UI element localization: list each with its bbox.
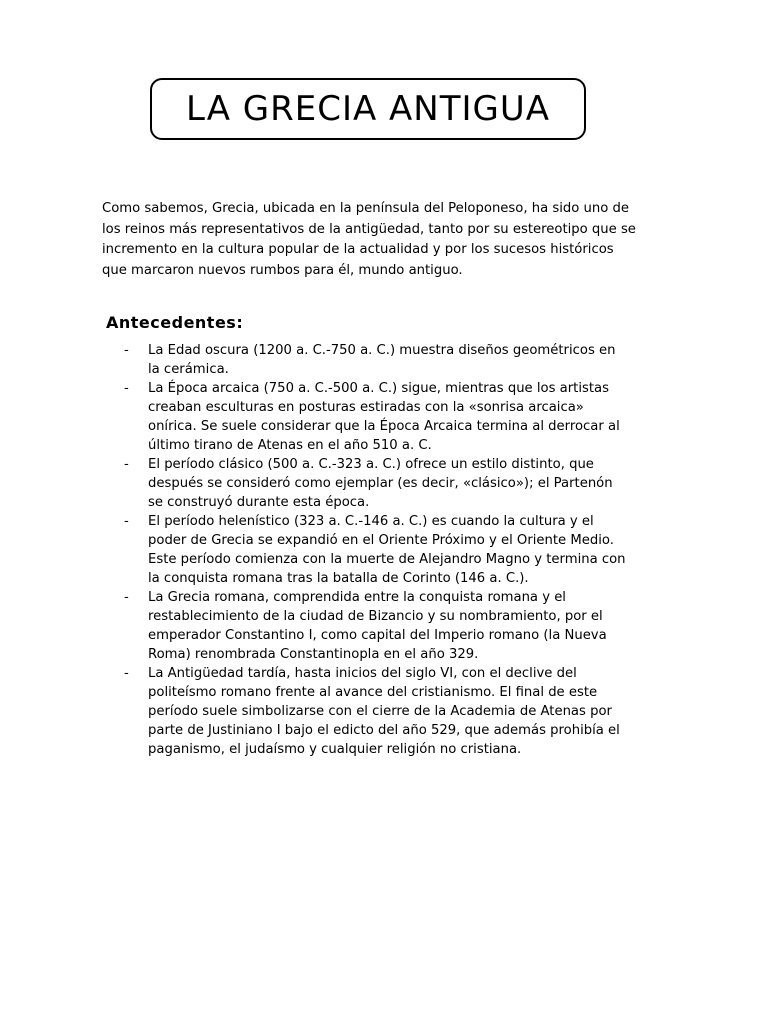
list-item [118,512,628,588]
bullet-dash: - [124,381,129,396]
list-item [118,379,628,455]
bullet-dash: - [124,590,129,605]
list-item-text: El período clásico (500 a. C.-323 a. C.) ofrece un estilo distinto, que después se consideró como ejemplar (es decir, «clásico»); el Partenón se construyó durante esta época. [148,457,613,510]
page-title: LA GRECIA ANTIGUA [185,89,551,129]
list-item [118,588,628,664]
list-item-text: El período helenístico (323 a. C.-146 a. C.) es cuando la cultura y el poder de Grecia se expandió en el Oriente Próximo y el Oriente Medio. Este período comienza con la muerte de Alejandro Magno y termina con la conquista romana tras la batalla de Corinto (146 a. C.). [148,514,626,586]
list-item [118,455,628,512]
list-item-text: La Antigüedad tardía, hasta inicios del siglo VI, con el declive del politeísmo romano frente al avance del cristianismo. El final de este período suele simbolizarse con el cierre de la Academia de Atenas por parte de Justiniano I bajo el edicto del año 529, que además prohibía el paganismo, el judaísmo y cualquier religión no cristiana. [148,666,620,757]
title-box [150,78,586,140]
antecedentes-list [118,341,628,759]
list-item-text: La Grecia romana, comprendida entre la conquista romana y el restablecimiento de la ciudad de Bizancio y su nombramiento, por el emperador Constantino I, como capital del Imperio romano (la Nueva Roma) renombrada Constantinopla en el año 329. [148,590,607,662]
bullet-dash: - [124,666,129,681]
bullet-dash: - [124,514,129,529]
list-item-text: La Época arcaica (750 a. C.-500 a. C.) sigue, mientras que los artistas creaban esculturas en posturas estiradas con la «sonrisa arcaica» onírica. Se suele considerar que la Época Arcaica termina al derrocar al último tirano de Atenas en el año 510 a. C. [148,381,620,453]
intro-paragraph: Como sabemos, Grecia, ubicada en la península del Peloponeso, ha sido uno de los reinos más representativos de la antigüedad, tanto por su estereotipo que se incremento en la cultura popular de la actualidad y por los sucesos históricos que marcaron nuevos rumbos para él, mundo antiguo. [102,201,636,278]
list-item-text: La Edad oscura (1200 a. C.-750 a. C.) muestra diseños geométricos en la cerámica. [148,343,616,377]
section-heading: Antecedentes: [106,313,244,332]
list-item [118,664,628,759]
list-item [118,341,628,379]
bullet-dash: - [124,457,129,472]
bullet-dash: - [124,343,129,358]
